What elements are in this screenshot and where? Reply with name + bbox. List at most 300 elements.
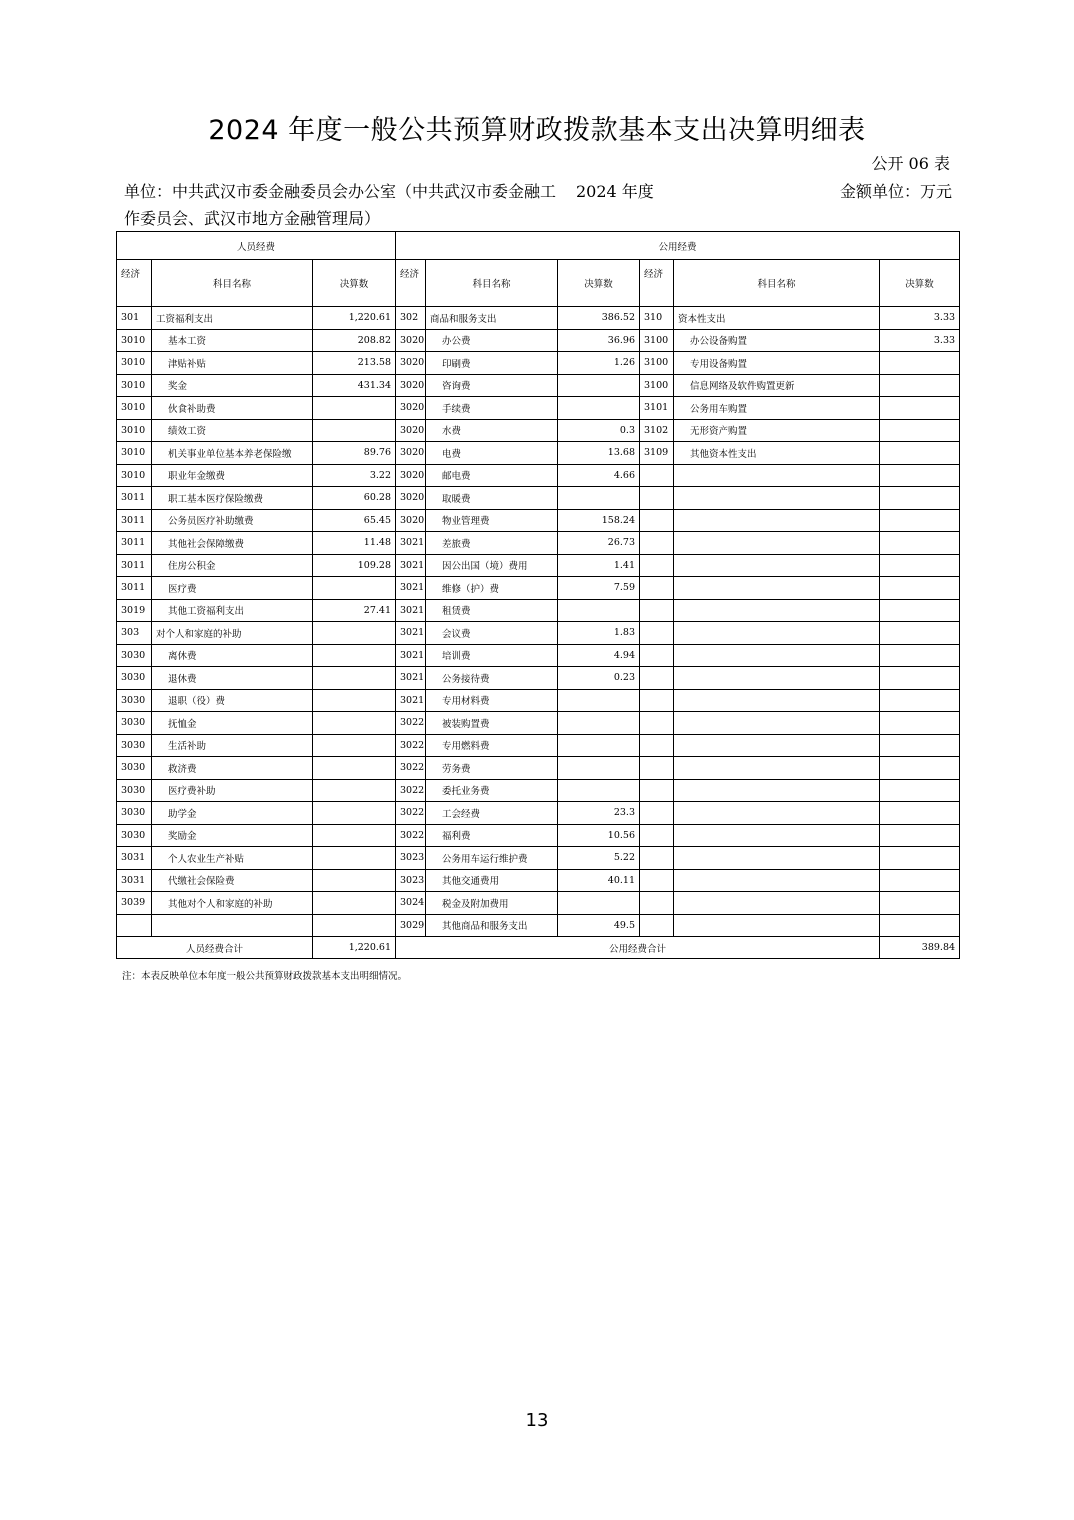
amount-cell — [558, 599, 640, 622]
amount-cell — [313, 914, 396, 937]
table-row — [117, 577, 960, 600]
name-cell: 代缴社会保险费 — [152, 869, 313, 892]
name-cell — [674, 689, 880, 712]
table-row — [117, 307, 960, 330]
code-cell: 3021 — [396, 689, 426, 712]
table-row — [117, 487, 960, 510]
name-cell — [674, 869, 880, 892]
amount-cell: 158.24 — [558, 509, 640, 532]
amount-cell — [558, 374, 640, 397]
amount-cell — [880, 599, 960, 622]
code-cell: 3022 — [396, 824, 426, 847]
name-cell: 退休费 — [152, 667, 313, 690]
amount-cell: 36.96 — [558, 329, 640, 352]
name-cell: 公务用车购置 — [674, 397, 880, 420]
name-cell: 津贴补贴 — [152, 352, 313, 375]
code-cell: 3020 — [396, 487, 426, 510]
column-header-code: 经济 — [117, 260, 152, 307]
personnel-total-value: 1,220.61 — [313, 937, 396, 959]
name-cell: 奖励金 — [152, 824, 313, 847]
code-cell — [640, 644, 674, 667]
amount-cell — [880, 577, 960, 600]
amount-cell — [313, 577, 396, 600]
amount-cell — [880, 734, 960, 757]
name-cell: 专用材料费 — [426, 689, 558, 712]
name-cell: 工会经费 — [426, 802, 558, 825]
table-row — [117, 442, 960, 465]
amount-cell — [880, 689, 960, 712]
amount-cell — [313, 869, 396, 892]
amount-cell: 3.33 — [880, 307, 960, 330]
code-cell — [640, 487, 674, 510]
amount-cell: 4.66 — [558, 464, 640, 487]
code-cell — [640, 554, 674, 577]
name-cell: 机关事业单位基本养老保险缴 — [152, 442, 313, 465]
table-row — [117, 374, 960, 397]
code-cell — [640, 622, 674, 645]
name-cell: 生活补助 — [152, 734, 313, 757]
table-row — [117, 712, 960, 735]
name-cell: 其他社会保障缴费 — [152, 532, 313, 555]
code-cell — [640, 667, 674, 690]
name-cell: 对个人和家庭的补助 — [152, 622, 313, 645]
code-cell: 3020 — [396, 329, 426, 352]
name-cell: 住房公积金 — [152, 554, 313, 577]
money-unit-label: 金额单位：万元 — [839, 182, 952, 201]
code-cell — [640, 914, 674, 937]
table-row — [117, 667, 960, 690]
code-cell: 3023 — [396, 869, 426, 892]
public-total-value: 389.84 — [880, 937, 960, 959]
code-cell: 3022 — [396, 757, 426, 780]
table-row — [117, 779, 960, 802]
code-cell: 3030 — [117, 689, 152, 712]
code-cell: 301 — [117, 307, 152, 330]
amount-cell — [880, 554, 960, 577]
amount-cell — [880, 869, 960, 892]
name-cell: 资本性支出 — [674, 307, 880, 330]
code-cell: 3030 — [117, 712, 152, 735]
code-cell: 3021 — [396, 554, 426, 577]
code-cell: 3022 — [396, 712, 426, 735]
amount-cell: 1.83 — [558, 622, 640, 645]
code-cell: 3022 — [396, 734, 426, 757]
name-cell: 维修（护）费 — [426, 577, 558, 600]
code-cell: 3010 — [117, 419, 152, 442]
code-cell: 3019 — [117, 599, 152, 622]
amount-cell — [313, 419, 396, 442]
code-cell: 3020 — [396, 374, 426, 397]
code-cell: 3020 — [396, 509, 426, 532]
code-cell: 3031 — [117, 869, 152, 892]
amount-cell: 27.41 — [313, 599, 396, 622]
column-header-code: 经济 — [640, 260, 674, 307]
name-cell: 咨询费 — [426, 374, 558, 397]
column-header-amount: 决算数 — [880, 260, 960, 307]
code-cell: 3021 — [396, 599, 426, 622]
amount-cell: 3.22 — [313, 464, 396, 487]
name-cell: 职业年金缴费 — [152, 464, 313, 487]
code-cell — [640, 712, 674, 735]
amount-cell — [558, 734, 640, 757]
table-row — [117, 914, 960, 937]
code-cell: 3030 — [117, 757, 152, 780]
name-cell — [674, 847, 880, 870]
amount-cell: 3.33 — [880, 329, 960, 352]
amount-cell: 11.48 — [313, 532, 396, 555]
amount-cell — [313, 892, 396, 915]
amount-cell — [880, 509, 960, 532]
column-header-code: 经济 — [396, 260, 426, 307]
code-cell: 3109 — [640, 442, 674, 465]
code-cell: 3021 — [396, 577, 426, 600]
code-cell: 3010 — [117, 329, 152, 352]
code-cell: 3030 — [117, 644, 152, 667]
amount-cell — [558, 397, 640, 420]
amount-cell — [880, 352, 960, 375]
name-cell: 职工基本医疗保险缴费 — [152, 487, 313, 510]
name-cell: 差旅费 — [426, 532, 558, 555]
amount-cell: 1.41 — [558, 554, 640, 577]
amount-cell: 23.3 — [558, 802, 640, 825]
name-cell — [674, 532, 880, 555]
code-cell: 3010 — [117, 464, 152, 487]
name-cell: 基本工资 — [152, 329, 313, 352]
amount-cell: 13.68 — [558, 442, 640, 465]
name-cell: 办公设备购置 — [674, 329, 880, 352]
code-cell: 3020 — [396, 419, 426, 442]
name-cell — [674, 734, 880, 757]
name-cell — [674, 509, 880, 532]
code-cell: 3021 — [396, 532, 426, 555]
code-cell — [640, 779, 674, 802]
column-header-name: 科目名称 — [152, 260, 313, 307]
name-cell: 劳务费 — [426, 757, 558, 780]
name-cell: 离休费 — [152, 644, 313, 667]
amount-cell: 386.52 — [558, 307, 640, 330]
amount-cell — [880, 622, 960, 645]
footnote: 注：本表反映单位本年度一般公共预算财政拨款基本支出明细情况。 — [122, 971, 408, 982]
code-cell — [640, 802, 674, 825]
amount-cell — [880, 644, 960, 667]
amount-cell — [880, 442, 960, 465]
page-title: 2024 年度一般公共预算财政拨款基本支出决算明细表 — [208, 115, 866, 146]
code-cell: 3011 — [117, 554, 152, 577]
code-cell: 3020 — [396, 464, 426, 487]
table-row — [117, 599, 960, 622]
code-cell: 310 — [640, 307, 674, 330]
amount-cell — [313, 802, 396, 825]
name-cell: 委托业务费 — [426, 779, 558, 802]
name-cell: 会议费 — [426, 622, 558, 645]
name-cell: 手续费 — [426, 397, 558, 420]
name-cell — [674, 599, 880, 622]
amount-cell — [880, 802, 960, 825]
expenditure-table — [116, 231, 960, 959]
amount-cell: 26.73 — [558, 532, 640, 555]
name-cell — [674, 779, 880, 802]
amount-cell — [880, 914, 960, 937]
code-cell: 3011 — [117, 532, 152, 555]
amount-cell: 4.94 — [558, 644, 640, 667]
name-cell: 培训费 — [426, 644, 558, 667]
amount-cell — [313, 712, 396, 735]
code-cell: 3029 — [396, 914, 426, 937]
code-cell: 3022 — [396, 779, 426, 802]
table-row — [117, 689, 960, 712]
amount-cell — [313, 757, 396, 780]
name-cell: 取暖费 — [426, 487, 558, 510]
amount-cell: 60.28 — [313, 487, 396, 510]
code-cell: 3030 — [117, 734, 152, 757]
amount-cell — [313, 644, 396, 667]
name-cell — [674, 914, 880, 937]
name-cell: 税金及附加费用 — [426, 892, 558, 915]
name-cell — [674, 824, 880, 847]
code-cell: 3010 — [117, 442, 152, 465]
code-cell: 3030 — [117, 802, 152, 825]
code-cell: 3039 — [117, 892, 152, 915]
name-cell — [674, 554, 880, 577]
code-cell — [640, 532, 674, 555]
table-row — [117, 757, 960, 780]
table-row — [117, 824, 960, 847]
name-cell: 个人农业生产补贴 — [152, 847, 313, 870]
public-group-header: 公用经费 — [396, 232, 960, 260]
amount-cell — [880, 464, 960, 487]
name-cell: 公务员医疗补助缴费 — [152, 509, 313, 532]
table-row — [117, 464, 960, 487]
amount-cell — [880, 532, 960, 555]
code-cell: 3102 — [640, 419, 674, 442]
code-cell — [640, 464, 674, 487]
name-cell — [674, 577, 880, 600]
table-row — [117, 532, 960, 555]
code-cell — [640, 869, 674, 892]
code-cell: 3011 — [117, 509, 152, 532]
name-cell — [674, 487, 880, 510]
amount-cell: 10.56 — [558, 824, 640, 847]
form-number: 公开 06 表 — [871, 154, 950, 173]
table-row — [117, 892, 960, 915]
name-cell — [674, 712, 880, 735]
column-header-row — [117, 260, 960, 307]
amount-cell: 213.58 — [313, 352, 396, 375]
amount-cell: 5.22 — [558, 847, 640, 870]
code-cell: 3100 — [640, 374, 674, 397]
code-cell: 3021 — [396, 644, 426, 667]
code-cell: 3021 — [396, 622, 426, 645]
table-row — [117, 554, 960, 577]
code-cell — [640, 577, 674, 600]
public-total-label: 公用经费合计 — [396, 937, 880, 959]
personnel-group-header: 人员经费 — [117, 232, 396, 260]
name-cell: 物业管理费 — [426, 509, 558, 532]
name-cell: 因公出国（境）费用 — [426, 554, 558, 577]
amount-cell — [558, 712, 640, 735]
amount-cell — [880, 847, 960, 870]
name-cell: 助学金 — [152, 802, 313, 825]
name-cell: 商品和服务支出 — [426, 307, 558, 330]
amount-cell: 49.5 — [558, 914, 640, 937]
amount-cell — [558, 779, 640, 802]
name-cell: 电费 — [426, 442, 558, 465]
name-cell: 伙食补助费 — [152, 397, 313, 420]
code-cell: 3030 — [117, 824, 152, 847]
code-cell — [640, 847, 674, 870]
amount-cell — [313, 734, 396, 757]
code-cell — [640, 757, 674, 780]
group-header-row — [117, 232, 960, 260]
code-cell — [640, 509, 674, 532]
code-cell: 3020 — [396, 352, 426, 375]
amount-cell: 0.3 — [558, 419, 640, 442]
column-header-amount: 决算数 — [313, 260, 396, 307]
name-cell: 公务接待费 — [426, 667, 558, 690]
code-cell: 3030 — [117, 667, 152, 690]
amount-cell — [880, 374, 960, 397]
name-cell — [152, 914, 313, 937]
name-cell — [674, 667, 880, 690]
name-cell — [674, 644, 880, 667]
code-cell: 3100 — [640, 352, 674, 375]
code-cell: 3010 — [117, 374, 152, 397]
name-cell: 无形资产购置 — [674, 419, 880, 442]
amount-cell — [313, 847, 396, 870]
name-cell — [674, 622, 880, 645]
table-row — [117, 802, 960, 825]
amount-cell: 65.45 — [313, 509, 396, 532]
code-cell: 3010 — [117, 352, 152, 375]
amount-cell — [558, 757, 640, 780]
amount-cell — [880, 757, 960, 780]
name-cell: 印刷费 — [426, 352, 558, 375]
amount-cell — [313, 667, 396, 690]
amount-cell — [880, 824, 960, 847]
table-row — [117, 397, 960, 420]
table-row — [117, 329, 960, 352]
personnel-total-label: 人员经费合计 — [117, 937, 313, 959]
totals-row — [117, 937, 960, 959]
amount-cell: 7.59 — [558, 577, 640, 600]
name-cell: 信息网络及软件购置更新 — [674, 374, 880, 397]
code-cell: 3030 — [117, 779, 152, 802]
code-cell: 303 — [117, 622, 152, 645]
code-cell: 3101 — [640, 397, 674, 420]
table-row — [117, 622, 960, 645]
amount-cell: 431.34 — [313, 374, 396, 397]
amount-cell — [313, 689, 396, 712]
name-cell: 公务用车运行维护费 — [426, 847, 558, 870]
code-cell — [640, 734, 674, 757]
column-header-name: 科目名称 — [426, 260, 558, 307]
table-row — [117, 847, 960, 870]
name-cell: 绩效工资 — [152, 419, 313, 442]
name-cell: 医疗费补助 — [152, 779, 313, 802]
table-row — [117, 734, 960, 757]
name-cell: 其他工资福利支出 — [152, 599, 313, 622]
name-cell: 邮电费 — [426, 464, 558, 487]
name-cell — [674, 802, 880, 825]
code-cell — [117, 914, 152, 937]
code-cell — [640, 824, 674, 847]
name-cell: 抚恤金 — [152, 712, 313, 735]
code-cell: 3011 — [117, 577, 152, 600]
name-cell: 租赁费 — [426, 599, 558, 622]
name-cell: 其他交通费用 — [426, 869, 558, 892]
name-cell: 其他资本性支出 — [674, 442, 880, 465]
code-cell: 3010 — [117, 397, 152, 420]
column-header-amount: 决算数 — [558, 260, 640, 307]
code-cell — [640, 689, 674, 712]
name-cell: 其他商品和服务支出 — [426, 914, 558, 937]
table-row — [117, 419, 960, 442]
name-cell: 专用设备购置 — [674, 352, 880, 375]
name-cell — [674, 757, 880, 780]
code-cell: 3022 — [396, 802, 426, 825]
amount-cell — [313, 397, 396, 420]
code-cell: 3024 — [396, 892, 426, 915]
name-cell: 工资福利支出 — [152, 307, 313, 330]
amount-cell — [880, 487, 960, 510]
name-cell: 医疗费 — [152, 577, 313, 600]
amount-cell — [313, 824, 396, 847]
amount-cell — [880, 779, 960, 802]
name-cell: 被装购置费 — [426, 712, 558, 735]
amount-cell — [313, 779, 396, 802]
name-cell: 救济费 — [152, 757, 313, 780]
name-cell: 其他对个人和家庭的补助 — [152, 892, 313, 915]
amount-cell — [880, 397, 960, 420]
code-cell: 3011 — [117, 487, 152, 510]
amount-cell — [880, 892, 960, 915]
amount-cell: 1.26 — [558, 352, 640, 375]
amount-cell — [558, 487, 640, 510]
table-row — [117, 352, 960, 375]
column-header-name: 科目名称 — [674, 260, 880, 307]
amount-cell: 109.28 — [313, 554, 396, 577]
name-cell: 专用燃料费 — [426, 734, 558, 757]
amount-cell — [313, 622, 396, 645]
amount-cell: 1,220.61 — [313, 307, 396, 330]
name-cell: 办公费 — [426, 329, 558, 352]
code-cell: 3031 — [117, 847, 152, 870]
amount-cell — [880, 712, 960, 735]
amount-cell: 40.11 — [558, 869, 640, 892]
unit-label: 单位：中共武汉市委金融委员会办公室（中共武汉市委金融工作委员会、武汉市地方金融管理局） — [124, 182, 557, 228]
amount-cell — [558, 892, 640, 915]
table-row — [117, 509, 960, 532]
code-cell: 3020 — [396, 442, 426, 465]
amount-cell — [880, 667, 960, 690]
name-cell — [674, 892, 880, 915]
code-cell: 3100 — [640, 329, 674, 352]
amount-cell: 89.76 — [313, 442, 396, 465]
code-cell: 3023 — [396, 847, 426, 870]
table-row — [117, 644, 960, 667]
code-cell: 302 — [396, 307, 426, 330]
name-cell — [674, 464, 880, 487]
page-number: 13 — [525, 1410, 549, 1431]
name-cell: 退职（役）费 — [152, 689, 313, 712]
name-cell: 奖金 — [152, 374, 313, 397]
amount-cell: 208.82 — [313, 329, 396, 352]
amount-cell: 0.23 — [558, 667, 640, 690]
code-cell — [640, 892, 674, 915]
amount-cell — [880, 419, 960, 442]
name-cell: 水费 — [426, 419, 558, 442]
amount-cell — [558, 689, 640, 712]
